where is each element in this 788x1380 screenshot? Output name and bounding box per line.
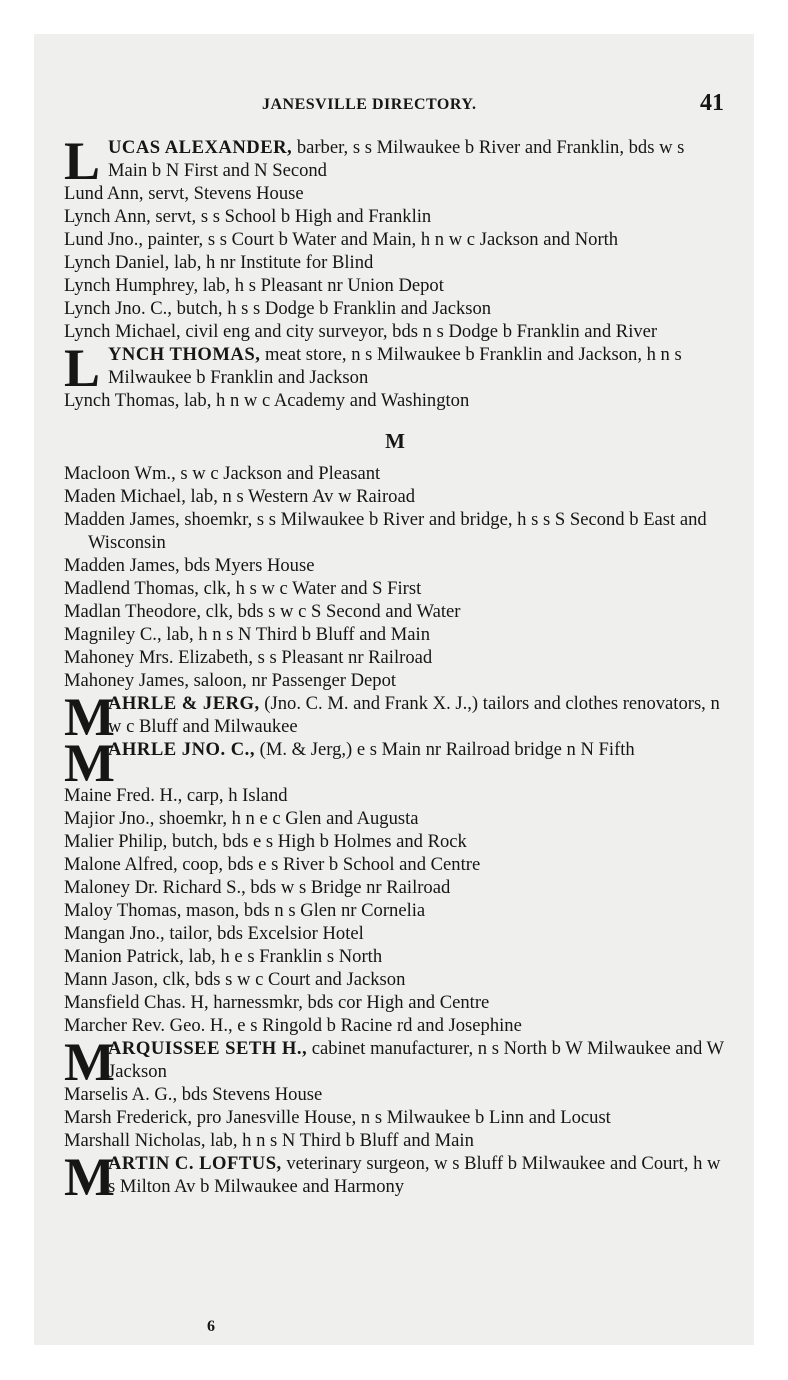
entry-name: AHRLE JNO. C., — [108, 739, 255, 760]
directory-entry: Madden James, shoemkr, s s Milwaukee b River and bridge, h s s S Second b East and Wisconsin — [64, 509, 707, 553]
entry-name: UCAS ALEXANDER, — [108, 137, 293, 158]
running-title: JANESVILLE DIRECTORY. — [262, 96, 477, 113]
directory-entry: Mansfield Chas. H, harnessmkr, bds cor High and Centre — [64, 992, 490, 1013]
entry-name: ARTIN C. LOFTUS, — [108, 1153, 282, 1174]
directory-entry: Madlan Theodore, clk, bds s w c S Second and Water — [64, 601, 461, 622]
entry-details: (Jno. C. M. and Frank X. J.,) tailors and clothes renovators, n w c Bluff and Milwaukee — [108, 693, 720, 737]
directory-entry: Marselis A. G., bds Stevens House — [64, 1084, 323, 1105]
directory-entry: Mahoney James, saloon, nr Passenger Depot — [64, 670, 397, 691]
directory-entry: Maine Fred. H., carp, h Island — [64, 785, 288, 806]
directory-entry-featured — [64, 338, 726, 398]
directory-entry: Lynch Michael, civil eng and city surveyor, bds n s Dodge b Franklin and River — [64, 321, 658, 342]
entry-name: AHRLE & JERG, — [108, 693, 260, 714]
drop-initial: L — [64, 131, 101, 191]
drop-initial: L — [64, 338, 101, 398]
directory-entry: Mahoney Mrs. Elizabeth, s s Pleasant nr Railroad — [64, 647, 433, 668]
entry-details: meat store, n s Milwaukee b Franklin and Jackson, h n s Milwaukee b Franklin and Jackson — [108, 344, 682, 388]
entry-details: cabinet manufacturer, n s North b W Milwaukee and W Jackson — [108, 1038, 724, 1082]
directory-entry: Lynch Daniel, lab, h nr Institute for Blind — [64, 252, 374, 273]
entry-details: barber, s s Milwaukee b River and Franklin, bds w s Main b N First and N Second — [108, 137, 685, 181]
directory-entry: Lynch Jno. C., butch, h s s Dodge b Franklin and Jackson — [64, 298, 492, 319]
signature-mark: 6 — [207, 1318, 215, 1335]
section-letter: M — [385, 429, 405, 453]
entry-details: (M. & Jerg,) e s Main nr Railroad bridge n N Fifth — [254, 739, 635, 760]
directory-entry: Maloy Thomas, mason, bds n s Glen nr Cornelia — [64, 900, 426, 921]
directory-entry: Marcher Rev. Geo. H., e s Ringold b Racine rd and Josephine — [64, 1015, 522, 1036]
directory-entry: Magniley C., lab, h n s N Third b Bluff and Main — [64, 624, 430, 645]
entry-details: veterinary surgeon, w s Bluff b Milwaukee and Court, h w s Milton Av b Milwaukee and Harmony — [108, 1153, 721, 1197]
directory-entry: Marsh Frederick, pro Janesville House, n s Milwaukee b Linn and Locust — [64, 1107, 611, 1128]
directory-entry: Lynch Ann, servt, s s School b High and Franklin — [64, 206, 432, 227]
directory-entry: Madden James, bds Myers House — [64, 555, 315, 576]
drop-initial: M — [64, 733, 115, 793]
entries-m-section — [64, 462, 726, 1207]
directory-entry-featured — [64, 687, 726, 747]
directory-entry: Lynch Humphrey, lab, h s Pleasant nr Union Depot — [64, 275, 444, 296]
entry-name: YNCH THOMAS, — [108, 344, 261, 365]
page-number: 41 — [700, 90, 724, 116]
entries-l-section — [64, 131, 726, 412]
directory-entry-featured — [64, 131, 726, 191]
drop-initial: M — [64, 1147, 115, 1207]
page-header — [34, 90, 724, 124]
directory-entry: Lund Jno., painter, s s Court b Water and Main, h n w c Jackson and North — [64, 229, 619, 250]
directory-entries — [64, 131, 726, 1207]
directory-entry: Maden Michael, lab, n s Western Av w Rairoad — [64, 486, 416, 507]
directory-entry-featured — [64, 733, 726, 793]
entry-name: ARQUISSEE SETH H., — [108, 1038, 308, 1059]
directory-entry: Lynch Thomas, lab, h n w c Academy and Washington — [64, 390, 470, 411]
directory-entry: Lund Ann, servt, Stevens House — [64, 183, 304, 204]
directory-entry: Mangan Jno., tailor, bds Excelsior Hotel — [64, 923, 364, 944]
directory-entry: Madlend Thomas, clk, h s w c Water and S First — [64, 578, 422, 599]
directory-entry: Mann Jason, clk, bds s w c Court and Jackson — [64, 969, 406, 990]
directory-entry-featured — [64, 1147, 726, 1207]
directory-entry: Macloon Wm., s w c Jackson and Pleasant — [64, 463, 381, 484]
drop-initial: M — [64, 687, 115, 747]
directory-entry-featured — [64, 1032, 726, 1092]
directory-entry: Malone Alfred, coop, bds e s River b School and Centre — [64, 854, 481, 875]
directory-entry: Majior Jno., shoemkr, h n e c Glen and Augusta — [64, 808, 419, 829]
directory-entry: Maloney Dr. Richard S., bds w s Bridge nr Railroad — [64, 877, 451, 898]
directory-entry: Malier Philip, butch, bds e s High b Holmes and Rock — [64, 831, 467, 852]
drop-initial: M — [64, 1032, 115, 1092]
directory-entry: Marshall Nicholas, lab, h n s N Third b Bluff and Main — [64, 1130, 474, 1151]
directory-entry: Manion Patrick, lab, h e s Franklin s North — [64, 946, 383, 967]
